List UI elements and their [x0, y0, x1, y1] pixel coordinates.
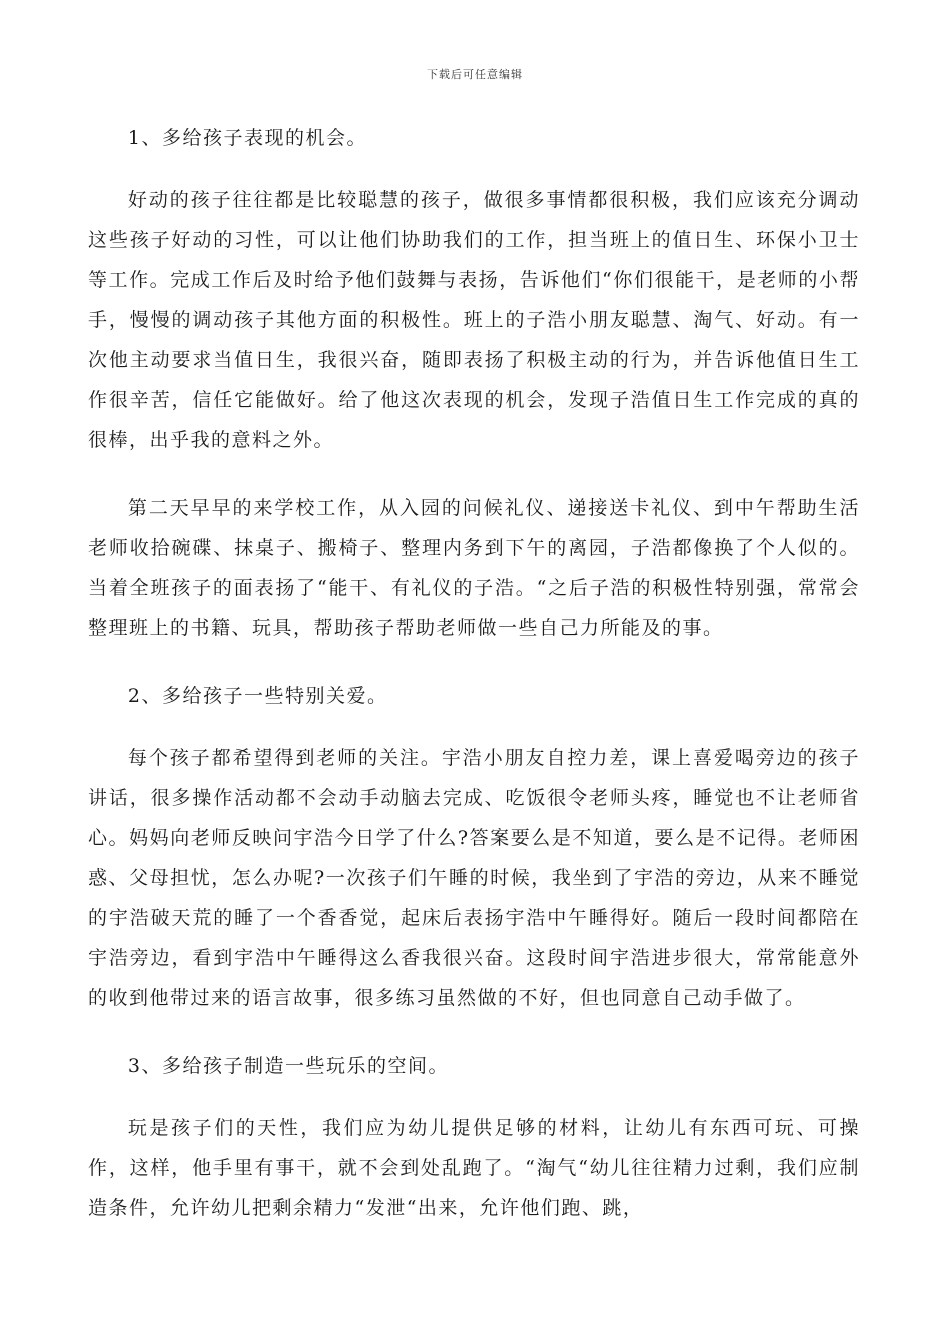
section-heading-2: 2、多给孩子一些特别关爱。 [127, 685, 388, 707]
paragraph: 每个孩子都希望得到老师的关注。宇浩小朋友自控力差，课上喜爱喝旁边的孩子讲话，很多操作活动都不会动手动脑去完成、吃饭很令老师头疼，睡觉也不让老师省心。妈妈向老师反映问宇浩今日学了什么?答案要么是不知道，要么是不记得。老师困惑、父母担忧，怎么办呢?一次孩子们午睡的时候，我坐到了宇浩的旁边，从来不睡觉的宇浩破天荒的睡了一个香香觉，起床后表扬宇浩中午睡得好。随后一段时间都陪在宇浩旁边，看到宇浩中午睡得这么香我很兴奋。这段时间宇浩进步很大，常常能意外的收到他带过来的语言故事，很多练习虽然做的不好，但也同意自己动手做了。 [88, 747, 860, 1009]
section-heading-1: 1、多给孩子表现的机会。 [127, 127, 367, 149]
document-body [88, 118, 860, 1256]
paragraph: 第二天早早的来学校工作，从入园的问候礼仪、递接送卡礼仪、到中午帮助生活老师收拾碗碟、抹桌子、搬椅子、整理内务到下午的离园，子浩都像换了个人似的。当着全班孩子的面表扬了“能干、有礼仪的子浩。“之后子浩的积极性特别强，常常会整理班上的书籍、玩具，帮助孩子帮助老师做一些自己力所能及的事。 [88, 497, 860, 639]
section-heading-3: 3、多给孩子制造一些玩乐的空间。 [127, 1055, 449, 1077]
paragraph: 玩是孩子们的天性，我们应为幼儿提供足够的材料，让幼儿有东西可玩、可操作，这样，他手里有事干，就不会到处乱跑了。“淘气“幼儿往往精力过剩，我们应制造条件，允许幼儿把剩余精力“发泄“出来，允许他们跑、跳， [88, 1117, 860, 1219]
paragraph: 好动的孩子往往都是比较聪慧的孩子，做很多事情都很积极，我们应该充分调动这些孩子好动的习性，可以让他们协助我们的工作，担当班上的值日生、环保小卫士等工作。完成工作后及时给予他们鼓舞与表扬，告诉他们“你们很能干，是老师的小帮手，慢慢的调动孩子其他方面的积极性。班上的子浩小朋友聪慧、淘气、好动。有一次他主动要求当值日生，我很兴奋，随即表扬了积极主动的行为，并告诉他值日生工作很辛苦，信任它能做好。给了他这次表现的机会，发现子浩值日生工作完成的真的很棒，出乎我的意料之外。 [88, 189, 860, 451]
page-header: 下载后可任意编辑 [427, 68, 523, 81]
